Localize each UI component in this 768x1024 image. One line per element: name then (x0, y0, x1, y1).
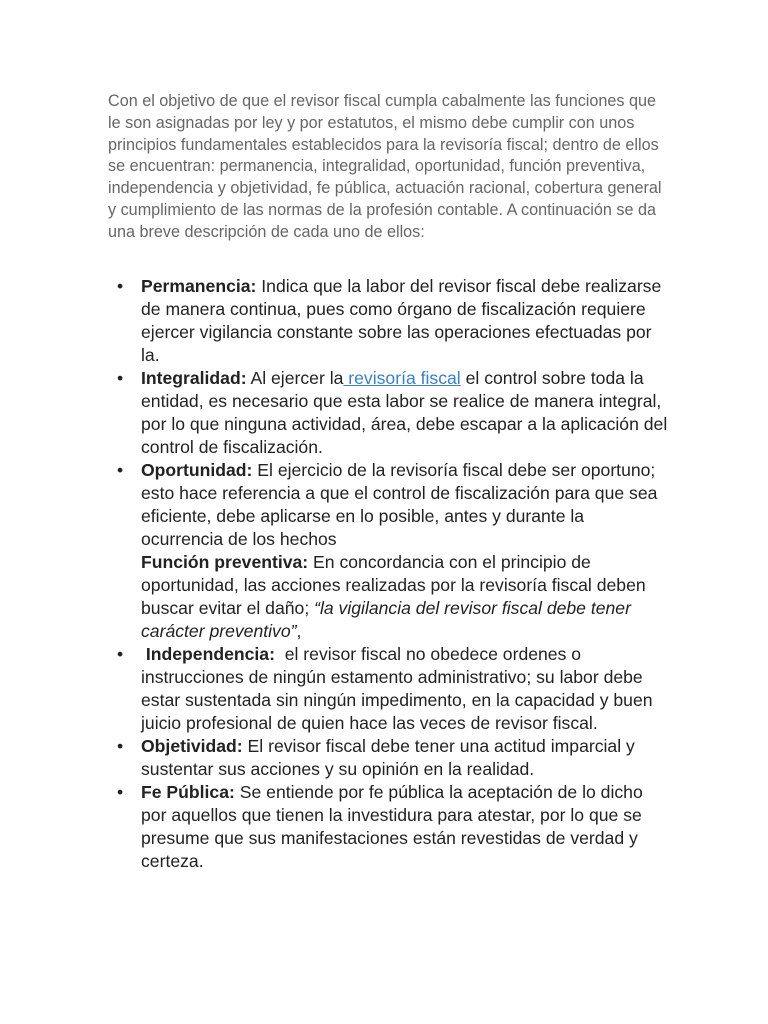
description-oportunidad: El ejercicio de la revisoría fiscal debe ser oportuno; esto hace referencia a que el control de fiscalización para que sea eficiente, debe aplicarse en lo posible, antes y durante la ocurrencia de los hechos (141, 460, 658, 549)
description-funcion-preventiva-end: , (296, 621, 302, 641)
list-item-independencia (108, 643, 668, 735)
description-fe-publica: Se entiende por fe pública la aceptación de lo dicho por aquellos que tienen la investidura para atestar, por lo que se presume que sus manifestaciones están revestidas de verdad y certeza. (141, 782, 643, 871)
list-item-funcion-preventiva (108, 551, 668, 643)
bullet-icon: • (117, 460, 124, 480)
term-integralidad: Integralidad: (141, 368, 247, 388)
list-item-oportunidad (108, 459, 668, 551)
bullet-icon: • (117, 644, 124, 664)
description-integralidad-start: Al ejercer la (246, 368, 344, 388)
term-oportunidad: Oportunidad: (141, 460, 253, 480)
revisoria-fiscal-link[interactable]: revisoría fiscal (343, 368, 461, 388)
quote-funcion-preventiva: “la vigilancia del revisor fiscal debe tener carácter preventivo” (141, 598, 631, 641)
description-integralidad-end: el control sobre toda la entidad, es necesario que esta labor se realice de manera integral, por lo que ninguna actividad, área, debe escapar a la aplicación del control de fiscalización. (141, 368, 668, 457)
intro-paragraph: Con el objetivo de que el revisor fiscal cumpla cabalmente las funciones que le son asignadas por ley y por estatutos, el mismo debe cumplir con unos principios fundamentales establecidos para la revisoría fiscal; dentro de ellos se encuentran: permanencia, integralidad, oportunidad, función preventiva, independencia y objetividad, fe pública, actuación racional, cobertura general y cumplimiento de las normas de la profesión contable. A continuación se da una breve descripción de cada uno de ellos: (108, 92, 662, 241)
description-funcion-preventiva: En concordancia con el principio de oportunidad, las acciones realizadas por la revisoría fiscal deben buscar evitar el daño; (141, 552, 646, 618)
list-item-integralidad (108, 367, 668, 459)
principles-list (108, 275, 668, 873)
list-item-objetividad (108, 735, 668, 781)
description-permanencia: Indica que la labor del revisor fiscal debe realizarse de manera continua, pues como órgano de fiscalización requiere ejercer vigilancia constante sobre las operaciones efectuadas por la. (141, 276, 662, 365)
bullet-icon: • (117, 368, 124, 388)
term-permanencia: Permanencia: (141, 276, 257, 296)
description-objetividad: El revisor fiscal debe tener una actitud imparcial y sustentar sus acciones y su opinión en la realidad. (141, 736, 635, 779)
list-item-permanencia (108, 275, 668, 367)
term-fe-publica: Fe Pública: (141, 782, 235, 802)
list-item-fe-publica (108, 781, 668, 873)
bullet-icon: • (117, 276, 124, 296)
term-independencia: Independencia: (141, 644, 275, 664)
bullet-icon: • (117, 782, 124, 802)
term-funcion-preventiva: Función preventiva: (141, 552, 309, 572)
term-objetividad: Objetividad: (141, 736, 243, 756)
bullet-icon: • (117, 736, 124, 756)
description-independencia: el revisor fiscal no obedece ordenes o instrucciones de ningún estamento administrativo; su labor debe estar sustentada sin ningún impedimento, en la capacidad y buen juicio profesional de quien hace las veces de revisor fiscal. (141, 644, 658, 733)
